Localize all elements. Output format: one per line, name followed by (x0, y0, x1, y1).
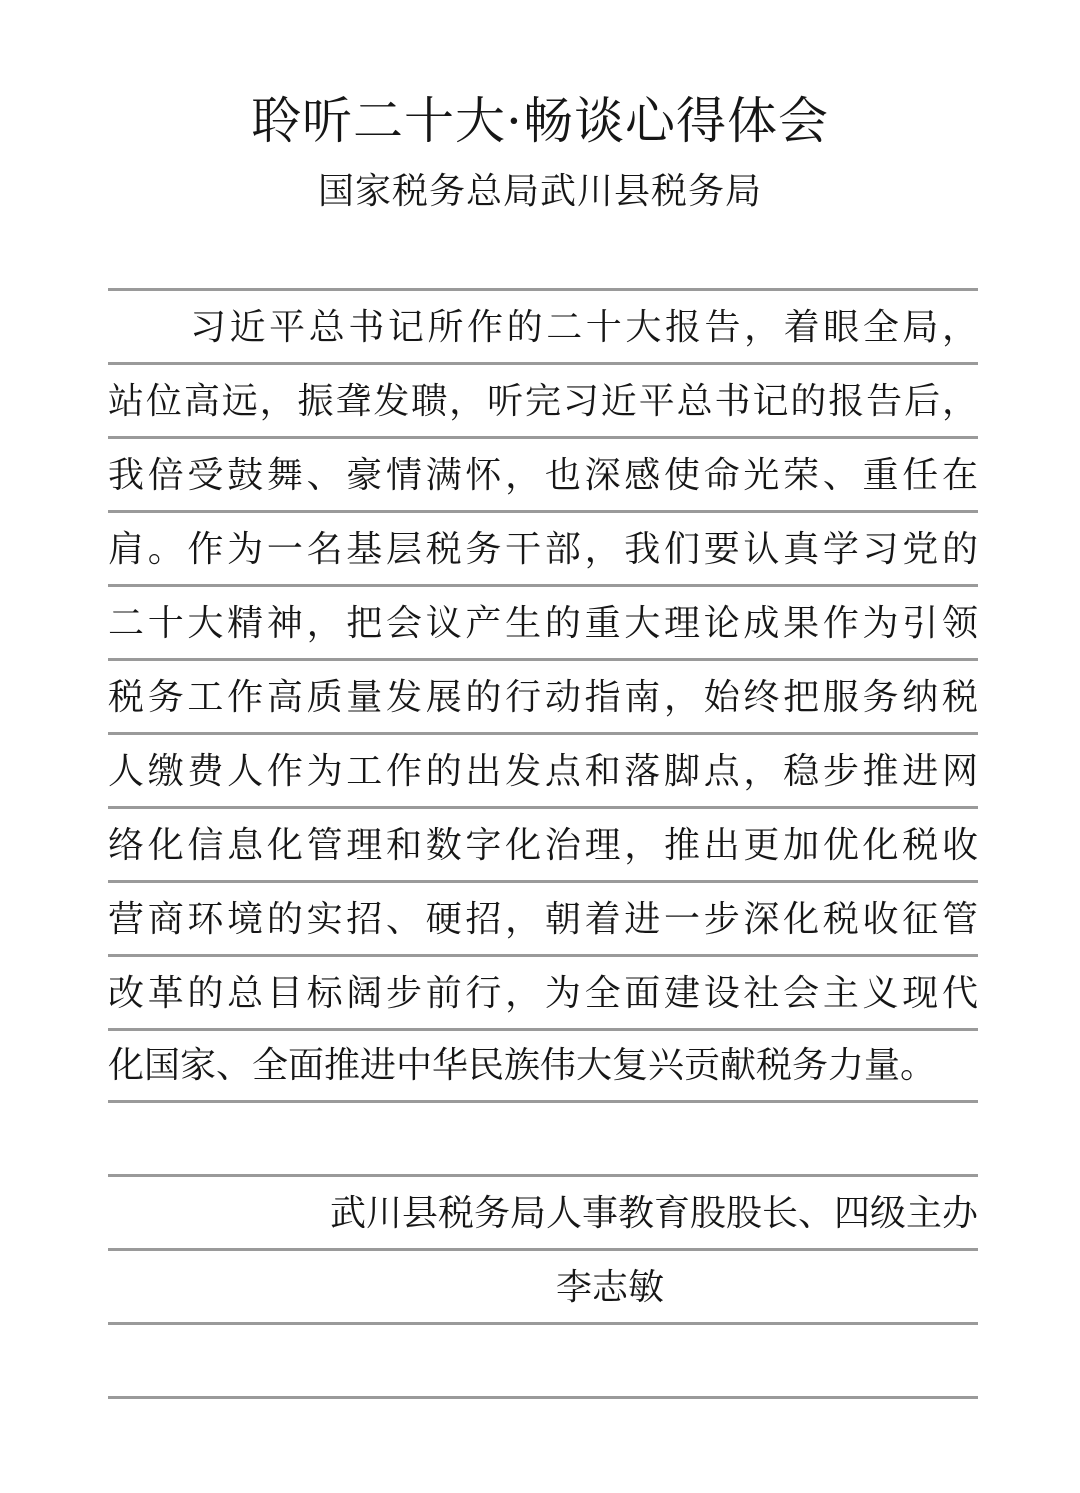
body-line-9: 营商环境的实招、硬招，朝着进一步深化税收征管 (108, 899, 978, 940)
document-title: 聆听二十大·畅谈心得体会 (251, 92, 829, 150)
ruled-line (108, 288, 978, 291)
body-line-1: 习近平总书记所作的二十大报告，着眼全局， (190, 307, 978, 348)
body-line-2: 站位高远，振聋发聩，听完习近平总书记的报告后， (108, 381, 978, 422)
body-line-4: 肩。作为一名基层税务干部，我们要认真学习党的 (108, 529, 978, 570)
body-line-8: 络化信息化管理和数字化治理，推出更加优化税收 (108, 825, 978, 866)
body-line-11: 化国家、全面推进中华民族伟大复兴贡献税务力量。 (108, 1045, 937, 1086)
signature-name: 李志敏 (555, 1267, 664, 1308)
body-line-10: 改革的总目标阔步前行，为全面建设社会主义现代 (108, 973, 978, 1014)
signature-role: 武川县税务局人事教育股股长、四级主办 (329, 1193, 978, 1234)
body-line-5: 二十大精神，把会议产生的重大理论成果作为引领 (108, 603, 978, 644)
organization-name: 国家税务总局武川县税务局 (317, 171, 762, 212)
body-line-6: 税务工作高质量发展的行动指南，始终把服务纳税 (108, 677, 978, 718)
body-line-7: 人缴费人作为工作的出发点和落脚点，稳步推进网 (108, 751, 978, 792)
ruled-line (108, 1396, 978, 1399)
body-line-3: 我倍受鼓舞、豪情满怀，也深感使命光荣、重任在 (108, 455, 978, 496)
ruled-line (108, 1174, 978, 1177)
